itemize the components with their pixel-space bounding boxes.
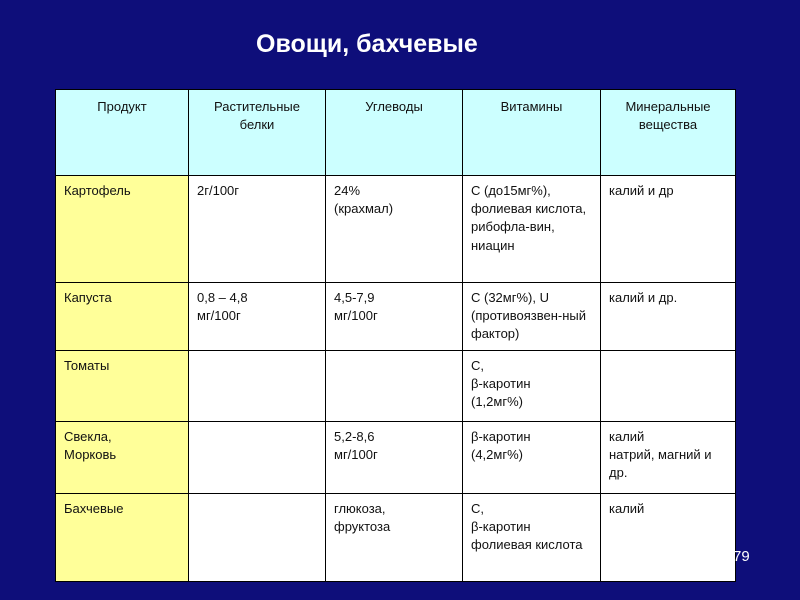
cell-line: 24%: [334, 183, 361, 198]
proteins-cell: [189, 283, 326, 351]
cell-line: фолиевая кислота: [471, 536, 583, 552]
minerals-cell: [601, 176, 736, 283]
cell-line: Капуста: [64, 290, 112, 305]
carbs-cell: [326, 176, 463, 283]
cell-line: мг/100г: [197, 308, 241, 324]
cell-line: ниацин: [471, 237, 515, 253]
cell-line: калий и др: [609, 183, 674, 198]
cell-line: калий и др.: [609, 290, 678, 305]
cell-line: натрий, магний и др.: [609, 446, 712, 480]
minerals-cell: [601, 283, 736, 351]
proteins-cell: [189, 421, 326, 493]
cell-line: калий: [609, 428, 645, 444]
header-minerals: Минеральные вещества: [601, 90, 736, 176]
cell-line: мг/100г: [334, 308, 378, 324]
cell-line: фолиевая кислота,: [471, 201, 587, 217]
cell-line: (крахмал): [334, 201, 394, 217]
cell-line: глюкоза,: [334, 500, 386, 516]
cell-line: Морковь: [64, 446, 117, 462]
product-cell: [56, 283, 189, 351]
cell-line: (4,2мг%): [471, 446, 523, 462]
proteins-cell: [189, 350, 326, 421]
product-cell: [56, 421, 189, 493]
slide-title: Овощи, бахчевые: [256, 30, 478, 58]
cell-line: Картофель: [64, 183, 131, 198]
cell-line: рибофла-вин,: [471, 219, 555, 235]
table-row: [56, 283, 736, 351]
nutrition-table: [55, 89, 736, 582]
vitamins-cell: [463, 493, 601, 581]
vitamins-cell: [463, 176, 601, 283]
cell-line: β-каротин: [471, 375, 531, 391]
cell-line: 4,5-7,9: [334, 290, 375, 305]
cell-line: Свекла,: [64, 428, 112, 444]
cell-line: 2г/100г: [197, 183, 240, 198]
header-proteins: Растительные белки: [189, 90, 326, 176]
cell-line: мг/100г: [334, 446, 378, 462]
cell-line: (1,2мг%): [471, 393, 523, 409]
cell-line: С,: [471, 357, 484, 373]
table-row: [56, 421, 736, 493]
minerals-cell: [601, 493, 736, 581]
cell-line: β-каротин: [471, 428, 531, 444]
cell-line: С,: [471, 500, 484, 516]
cell-line: Бахчевые: [64, 500, 124, 516]
cell-line: β-каротин: [471, 518, 531, 534]
cell-line: фруктоза: [334, 518, 391, 534]
product-cell: [56, 176, 189, 283]
carbs-cell: [326, 283, 463, 351]
header-vitamins: Витамины: [463, 90, 601, 176]
minerals-cell: [601, 421, 736, 493]
minerals-cell: [601, 350, 736, 421]
vitamins-cell: [463, 350, 601, 421]
table-row: [56, 176, 736, 283]
cell-line: 5,2-8,6: [334, 428, 375, 444]
cell-line: С (32мг%), U (противоязвен-ный фактор): [471, 290, 587, 342]
header-carbs: Углеводы: [326, 90, 463, 176]
proteins-cell: [189, 493, 326, 581]
cell-line: 0,8 – 4,8: [197, 290, 248, 305]
product-cell: [56, 350, 189, 421]
cell-line: калий: [609, 500, 645, 516]
carbs-cell: [326, 493, 463, 581]
vitamins-cell: [463, 283, 601, 351]
table-header-row: [56, 90, 736, 176]
carbs-cell: [326, 350, 463, 421]
table-row: [56, 493, 736, 581]
proteins-cell: [189, 176, 326, 283]
cell-line: С (до15мг%),: [471, 183, 551, 198]
vitamins-cell: [463, 421, 601, 493]
carbs-cell: [326, 421, 463, 493]
cell-line: Томаты: [64, 357, 110, 373]
product-cell: [56, 493, 189, 581]
header-product: Продукт: [56, 90, 189, 176]
table-row: [56, 350, 736, 421]
page-number: 79: [733, 548, 750, 565]
